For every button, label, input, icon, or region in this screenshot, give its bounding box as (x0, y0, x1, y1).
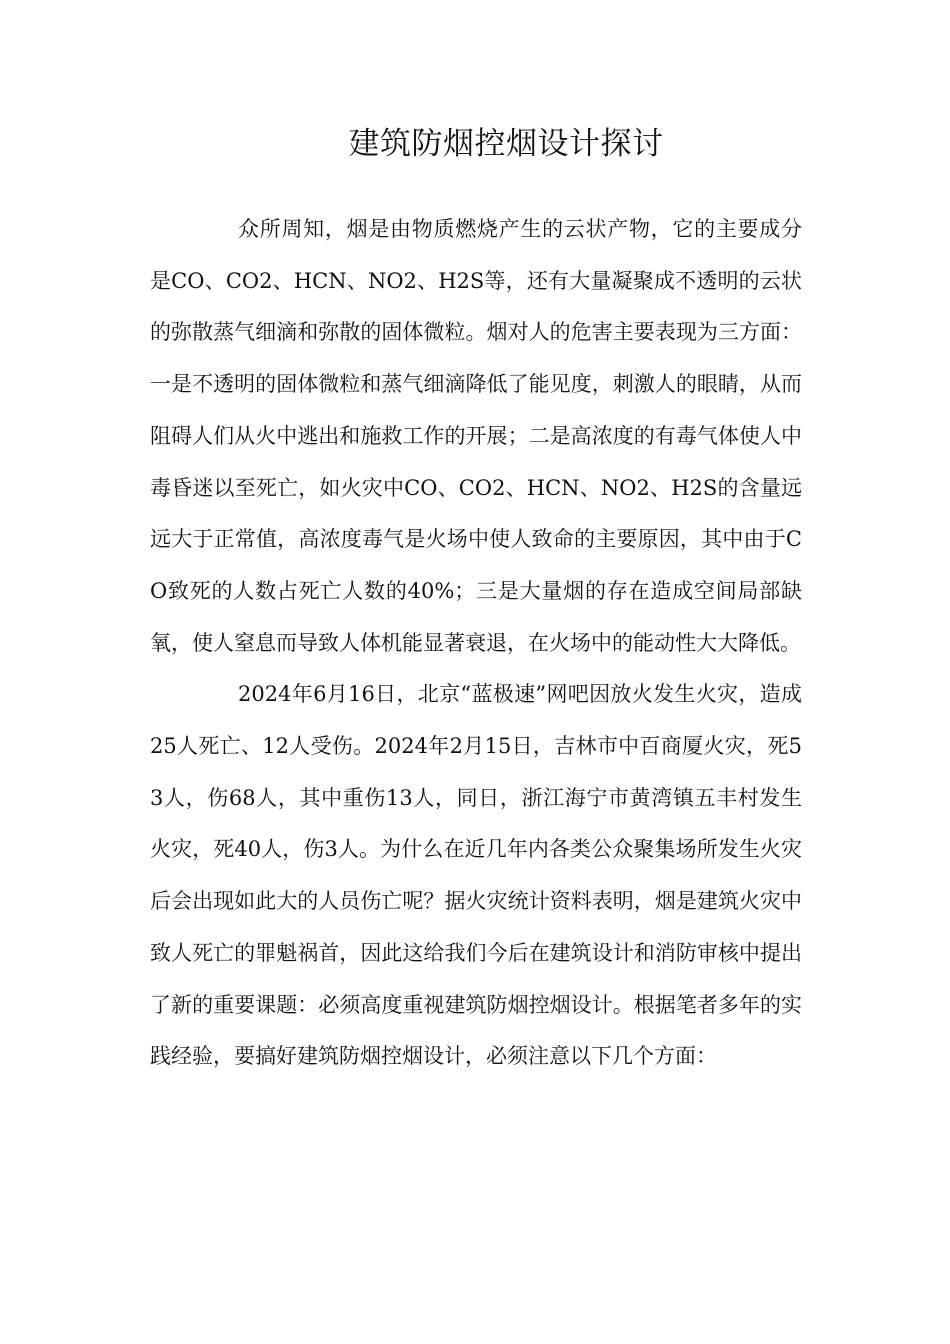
paragraph-fire-cases: 2024年6月16日，北京“蓝极速”网吧因放火发生火灾，造成25人死亡、12人受伤。2024年2月15日，吉林市中百商厦火灾，死53人，伤68人，其中重伤13人，同日，浙江海宁市黄湾镇五丰村发生火灾，死40人，伤3人。为什么在近几年内各类公众聚集场所发生火灾后会出现如此大的人员伤亡呢？据火灾统计资料表明，烟是建筑火灾中致人死亡的罪魁祸首，因此这给我们今后在建筑设计和消防审核中提出了新的重要课题：必须高度重视建筑防烟控烟设计。根据笔者多年的实践经验，要搞好建筑防烟控烟设计，必须注意以下几个方面： (150, 682, 802, 1069)
document-page (150, 118, 802, 1083)
document-title: 建筑防烟控烟设计探讨 (348, 126, 664, 162)
paragraph-smoke-hazards: 众所周知，烟是由物质燃烧产生的云状产物，它的主要成分是CO、CO2、HCN、NO2、H2S等，还有大量凝聚成不透明的云状的弥散蒸气细滴和弥散的固体微粒。烟对人的危害主要表现为三方面：一是不透明的固体微粒和蒸气细滴降低了能见度，刺激人的眼睛，从而阻碍人们从火中逃出和施救工作的开展；二是高浓度的有毒气体使人中毒昏迷以至死亡，如火灾中CO、CO2、HCN、NO2、H2S的含量远远大于正常值，高浓度毒气是火场中使人致命的主要原因，其中由于CO致死的人数占死亡人数的40%；三是大量烟的存在造成空间局部缺氧，使人窒息而导致人体机能显著衰退，在火场中的能动性大大降低。 (150, 217, 802, 655)
